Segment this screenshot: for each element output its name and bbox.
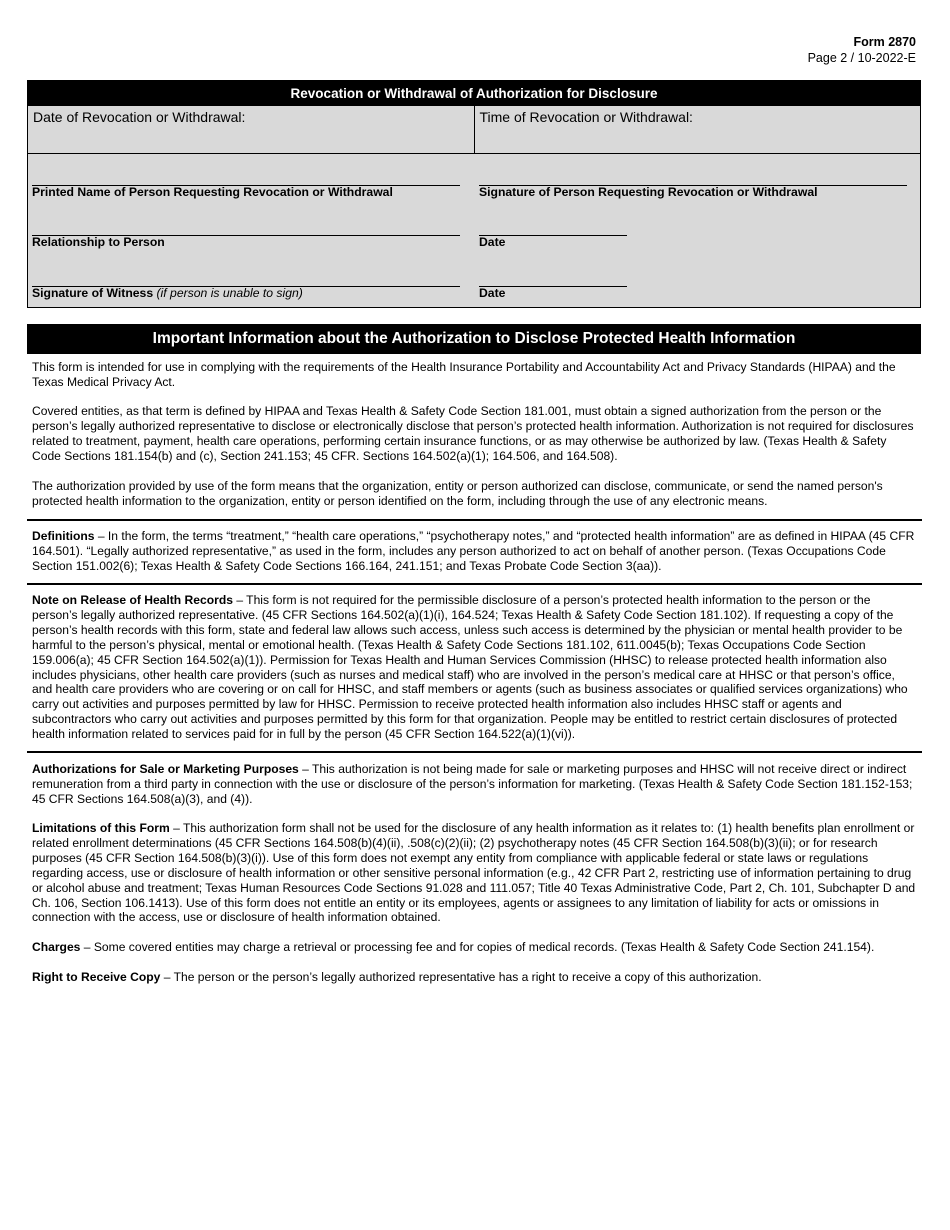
page-info: Page 2 / 10-2022-E <box>807 51 916 65</box>
time-of-revocation-field[interactable] <box>474 106 921 153</box>
time-of-revocation-label: Time of Revocation or Withdrawal: <box>479 109 693 125</box>
date1-label: Date <box>479 235 506 249</box>
printed-name-label: Printed Name of Person Requesting Revocation or Withdrawal <box>32 185 393 199</box>
witness-signature-label: Signature of Witness (if person is unable to sign) <box>32 286 303 300</box>
revocation-section <box>27 80 921 308</box>
form-number: Form 2870 <box>853 35 916 49</box>
limitations-paragraph: Limitations of this Form – This authorization form shall not be used for the disclosure of any health information as it relates to: (1) health benefits plan enrollment or related enrollment determinations (45 CFR Sections 164.508(b)(4)(ii), .508(c)(2)(ii); (2) psychotherapy notes (45 CFR Section 164.508(b)(3)(ii); or for research purposes (45 CFR Section 164.508(b)(3)(i)). Use of this form does not exempt any entity from compliance with applicable federal or state laws or regulations regarding access, use or disclosure of health information or other sensitive personal information (e.g., 42 CFR Part 2, restricting use of information pertaining to drug or alcohol abuse and treatment; Texas Human Resources Code Sections 91.028 and 111.057; Title 40 Texas Administrative Code, Part 2, Ch. 101, Subchapter D and Ch. 106, Section 106.1413). Use of this form does not entitle an entity or its employees, agents or assignees to any limitation of liability for acts or omissions in connection with the access, use or disclosure of health information obtained. <box>32 821 916 925</box>
sale-marketing-paragraph: Authorizations for Sale or Marketing Purposes – This authorization is not being made for sale or marketing purposes and HHSC will not receive direct or indirect remuneration from a third party in connection with the use or disclosure of the person’s information for marketing. (Texas Health & Safety Code Section 181.152-153; 45 CFR Sections 164.508(a)(3), and (4)). <box>32 762 913 806</box>
date-of-revocation-field[interactable] <box>28 106 474 153</box>
intro-paragraph: This form is intended for use in complying with the requirements of the Health Insurance Portability and Accountability Act and Privacy Standards (HIPAA) and the Texas Medical Privacy Act. <box>32 360 896 389</box>
authorization-use-paragraph: The authorization provided by use of the form means that the organization, entity or person authorized can disclose, communicate, or send the named person's protected health information to the organization, entity or person identified on the form, including through the use of any electronic means. <box>32 479 883 508</box>
divider <box>27 583 922 585</box>
right-to-copy-paragraph: Right to Receive Copy – The person or the person’s legally authorized representative has a right to receive a copy of this authorization. <box>32 970 762 984</box>
date-of-revocation-label: Date of Revocation or Withdrawal: <box>33 109 246 125</box>
covered-entities-paragraph: Covered entities, as that term is defined by HIPAA and Texas Health & Safety Code Section 181.001, must obtain a signed authorization from the person or the person’s legally authorized representative to disclose or electronically disclose that person’s protected health information. Authorization is not required for disclosures related to treatment, payment, health care operations, performing certain insurance functions, or as may otherwise be authorized by law. (Texas Health & Safety Code Sections 181.154(b) and (c), Section 241.153; 45 CFR. Sections 164.502(a)(1); 164.506, and 164.508). <box>32 404 914 463</box>
revocation-title: Revocation or Withdrawal of Authorization for Disclosure <box>28 81 920 106</box>
release-note-paragraph: Note on Release of Health Records – This form is not required for the permissible disclosure of a person’s protected health information to the person or the person’s legally authorized representative. (45 CFR Sections 164.502(a)(1)(i), 164.524; Texas Health & Safety Code Section 181.102). If requesting a copy of the person’s health records with this form, state and federal law allows such access, unless such access is determined by the physician or mental health provider to be harmful to the person’s physical, mental or emotional health. (Texas Health & Safety Code Sections 181.102, 611.0045(b); Texas Occupations Code Section 159.006(a); 45 CFR Section 164.502(a)(1)). Permission for Texas Health and Human Services Commission (HHSC) to release protected health information also includes physicians, other health care providers (such as nurses and medical staff) who are involved in the person’s medical care at HHSC or that person’s office, and health care providers who are covering or on call for HHSC, and staff members or agents (such as business associates or qualified services organizations) who carry out activities and purposes permitted by law for HHSC. Permission to receive protected health information also includes HHSC staff or agents and subcontractors who carry out activities and purposes permitted by this form for that organization. People may be entitled to restrict certain disclosures of protected health information related to services paid for in full by the person (45 CFR Section 164.522(a)(1)(vi)). <box>32 593 908 742</box>
divider <box>27 519 922 521</box>
charges-paragraph: Charges – Some covered entities may charge a retrieval or processing fee and for copies of medical records. (Texas Health & Safety Code Section 241.154). <box>32 940 875 954</box>
requester-signature-label: Signature of Person Requesting Revocation or Withdrawal <box>479 185 818 199</box>
witness-note: (if person is unable to sign) <box>156 286 303 300</box>
form-header <box>808 34 916 66</box>
relationship-label: Relationship to Person <box>32 235 165 249</box>
date2-label: Date <box>479 286 506 300</box>
important-info-title: Important Information about the Authorization to Disclose Protected Health Information <box>27 324 921 354</box>
divider <box>27 751 922 753</box>
definitions-paragraph: Definitions – In the form, the terms “treatment,” “health care operations,” “psychotherapy notes,” and “protected health information” are as defined in HIPAA (45 CFR 164.501). “Legally authorized representative,” as used in the form, includes any person authorized to act on behalf of another person. (Texas Occupations Code Section 151.002(6); Texas Health & Safety Code Sections 166.164, 241.151; and Texas Probate Code Section 3(aa)). <box>32 529 915 573</box>
